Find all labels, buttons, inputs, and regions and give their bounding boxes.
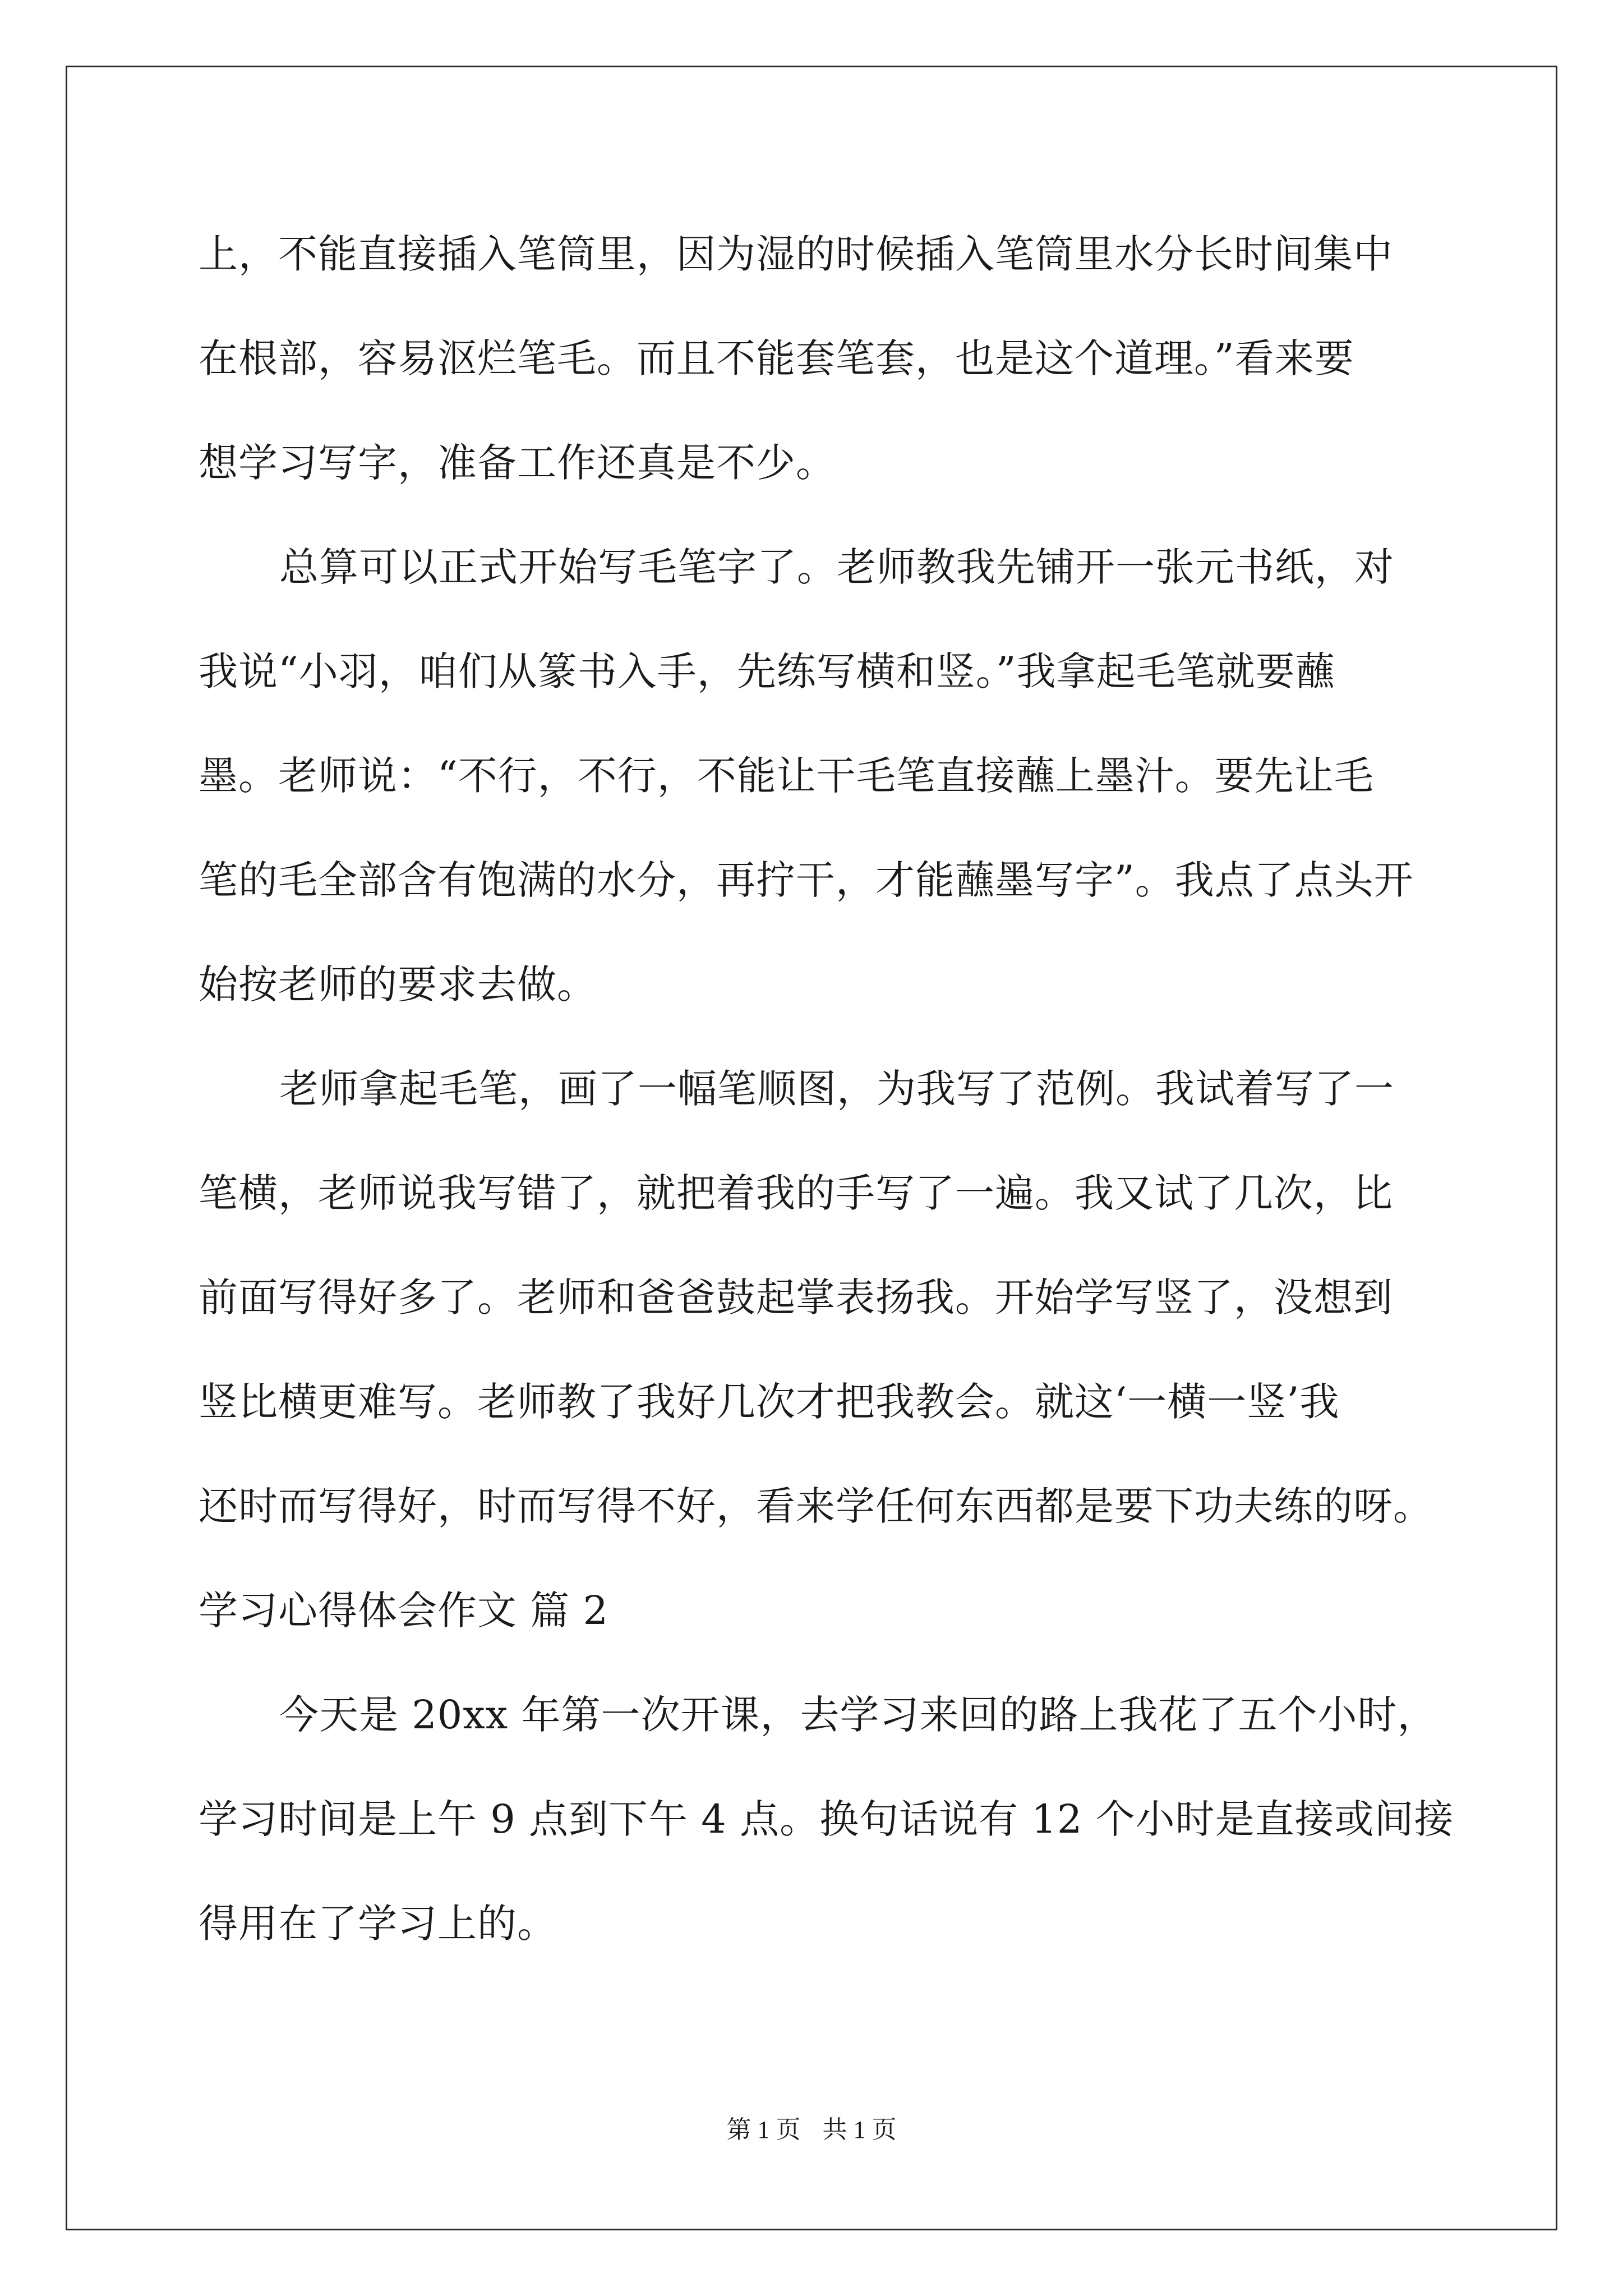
text-line: 笔横，老师说我写错了，就把着我的手写了一遍。我又试了几次，比 — [199, 1170, 1393, 1216]
text-line: 我说“小羽，咱们从篆书入手，先练写横和竖。”我拿起毛笔就要蘸 — [199, 648, 1335, 694]
page-number: 第 1 页 — [726, 2116, 801, 2143]
text-line: 墨。老师说：“不行，不行，不能让干毛笔直接蘸上墨汁。要先让毛 — [199, 753, 1374, 799]
text-line: 学习时间是上午 9 点到下午 4 点。换句话说有 12 个小时是直接或间接 — [199, 1796, 1454, 1842]
paragraph-start-line: 总算可以正式开始写毛笔字了。老师教我先铺开一张元书纸，对 — [279, 544, 1394, 590]
paragraph-start-line: 老师拿起毛笔，画了一幅笔顺图，为我写了范例。我试着写了一 — [279, 1066, 1394, 1112]
paragraph-start-line: 今天是 20xx 年第一次开课，去学习来回的路上我花了五个小时， — [279, 1692, 1437, 1738]
page-total: 共 1 页 — [822, 2116, 897, 2143]
text-line: 前面写得好多了。老师和爸爸鼓起掌表扬我。开始学写竖了，没想到 — [199, 1274, 1393, 1320]
text-line: 还时而写得好，时而写得不好，看来学任何东西都是要下功夫练的呀。 — [199, 1483, 1433, 1529]
text-line: 竖比横更难写。老师教了我好几次才把我教会。就这‘一横一竖’我 — [199, 1379, 1340, 1425]
text-line: 想学习写字，准备工作还真是不少。 — [199, 440, 836, 486]
page-footer — [0, 2114, 1623, 2146]
text-line: 得用在了学习上的。 — [199, 1901, 557, 1947]
text-line: 上，不能直接插入笔筒里，因为湿的时候插入笔筒里水分长时间集中 — [199, 231, 1393, 277]
section-heading: 学习心得体会作文 篇 2 — [199, 1588, 609, 1634]
text-line: 始按老师的要求去做。 — [199, 961, 597, 1007]
text-line: 笔的毛全部含有饱满的水分，再拧干，才能蘸墨写字”。我点了点头开 — [199, 857, 1414, 903]
text-line: 在根部，容易沤烂笔毛。而且不能套笔套，也是这个道理。”看来要 — [199, 335, 1354, 381]
